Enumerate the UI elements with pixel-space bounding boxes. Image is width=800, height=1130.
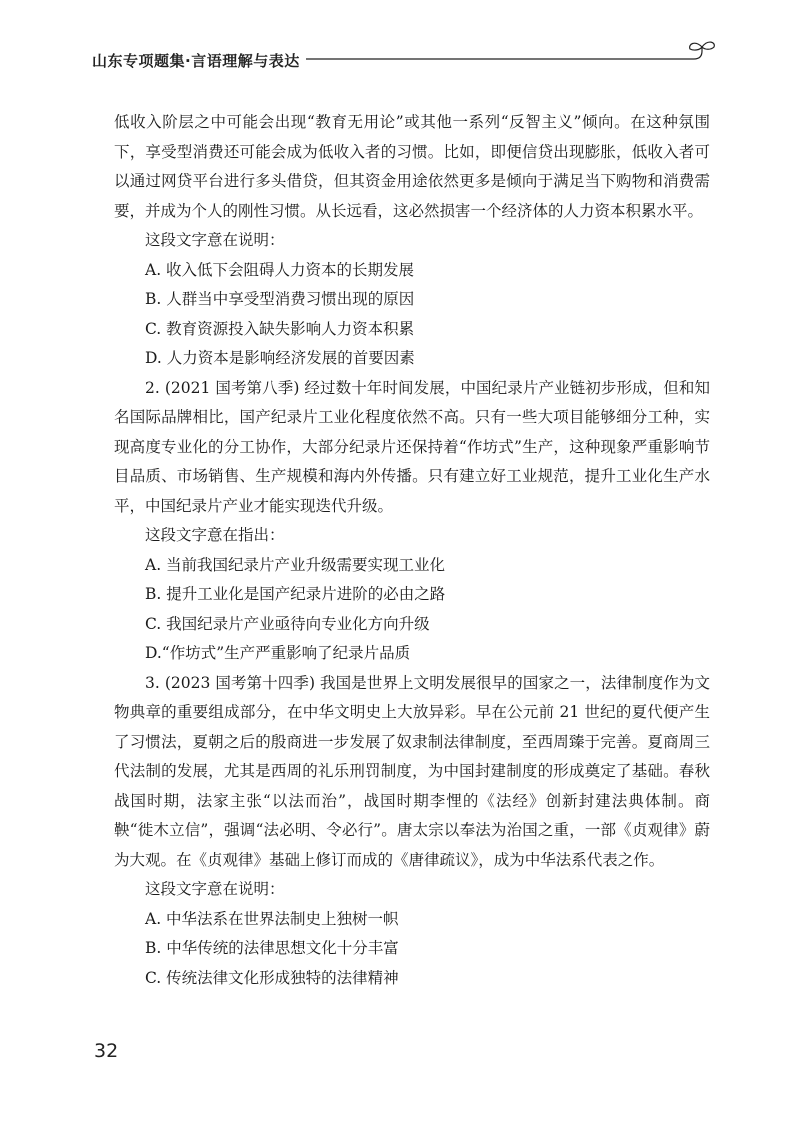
option-c: C. 我国纪录片产业亟待向专业化方向升级: [145, 614, 430, 633]
option-d: D.“作坊式”生产严重影响了纪录片品质: [145, 644, 411, 662]
header-title: 山东专项题集·言语理解与表达: [92, 52, 300, 70]
running-header: [92, 38, 732, 78]
passage-2: [114, 374, 710, 669]
option-c: C. 传统法律文化形成独特的法律精神: [145, 968, 399, 987]
passage-text: 2. (2021 国考第八季) 经过数十年时间发展，中国纪录片产业链初步形成，但和知名国际品牌相比，国产纪录片工业化程度依然不高。只有一些大项目能够细分工种，实现高度专业化的分工协作，大部分纪录片还保持着“作坊式”生产，这种现象严重影响节目品质、市场销售、生产规模和海内外传播。只有建立好工业规范，提升工业化生产水平，中国纪录片产业才能实现迭代升级。: [114, 378, 710, 515]
option-a: A. 收入低下会阻碍人力资本的长期发展: [145, 260, 415, 279]
leaf-right-icon: [702, 42, 714, 49]
question-prompt: 这段文字意在说明：: [145, 880, 285, 898]
page-content: [114, 108, 710, 993]
question-prompt: 这段文字意在指出：: [145, 526, 285, 544]
passage-text: 3. (2023 国考第十四季) 我国是世界上文明发展很早的国家之一，法律制度作为文物典章的重要组成部分，在中华文明史上大放异彩。早在公元前 21 世纪的夏代便产生了习惯法，夏朝之后的殷商进一步发展了奴隶制法律制度，至西周臻于完善。夏商周三代法制的发展，尤其是西周的礼乐刑罚制度，为中国封建制度的形成奠定了基础。春秋战国时期，法家主张“以法而治”，战国时期李悝的《法经》创新封建法典体制。商鞅“徙木立信”，强调“法必明、令必行”。唐太宗以奉法为治国之重，一部《贞观律》蔚为大观。在《贞观律》基础上修订而成的《唐律疏议》，成为中华法系代表之作。: [114, 673, 710, 869]
option-c: C. 教育资源投入缺失影响人力资本积累: [145, 319, 415, 338]
passage-3: [114, 669, 710, 994]
passage-1: [114, 108, 710, 374]
option-a: A. 当前我国纪录片产业升级需要实现工业化: [145, 555, 446, 574]
passage-text: 低收入阶层之中可能会出现“教育无用论”或其他一系列“反智主义”倾向。在这种氛围下，享受型消费还可能会成为低收入者的习惯。比如，即便信贷出现膨胀，低收入者可以通过网贷平台进行多头借贷，但其资金用途依然更多是倾向于满足当下购物和消费需要，并成为个人的刚性习惯。从长远看，这必然损害一个经济体的人力资本积累水平。: [114, 113, 710, 220]
leaf-left-icon: [690, 43, 702, 50]
option-b: B. 人群当中享受型消费习惯出现的原因: [145, 290, 415, 308]
option-a: A. 中华法系在世界法制史上独树一帜: [145, 909, 399, 928]
question-prompt: 这段文字意在说明：: [145, 231, 285, 249]
option-b: B. 中华传统的法律思想文化十分丰富: [145, 939, 399, 957]
option-b: B. 提升工业化是国产纪录片进阶的必由之路: [145, 585, 446, 603]
option-d: D. 人力资本是影响经济发展的首要因素: [145, 349, 415, 367]
page-number: 32: [94, 1040, 119, 1062]
